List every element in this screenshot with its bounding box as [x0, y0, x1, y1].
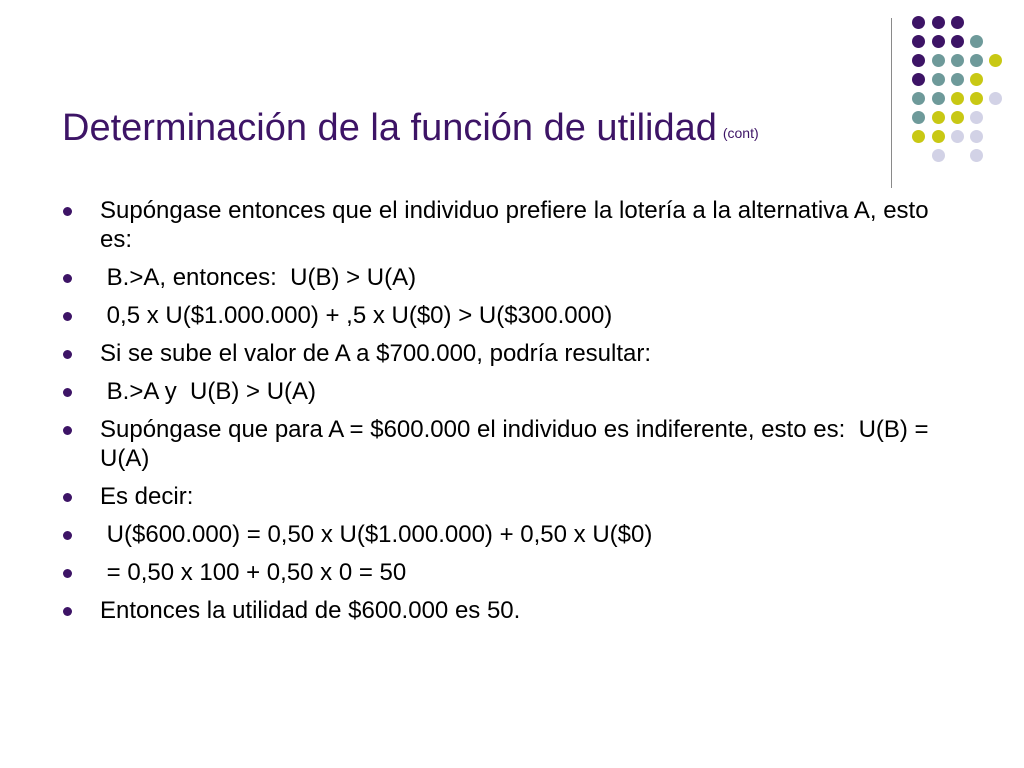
bullet-text: = 0,50 x 100 + 0,50 x 0 = 50 [100, 559, 407, 586]
bullet-text: 0,5 x U($1.000.000) + ,5 x U($0) > U($300.000) [100, 302, 613, 329]
slide-title [62, 104, 882, 157]
decorative-dot [970, 130, 983, 143]
decorative-dot [951, 92, 964, 105]
bullet-item [62, 263, 942, 292]
decorative-dot [932, 111, 945, 124]
bullet-item [62, 196, 942, 254]
decorative-dot [932, 73, 945, 86]
decorative-dot [912, 16, 925, 29]
decorative-dot [951, 54, 964, 67]
bullet-marker-icon [63, 388, 72, 397]
decorative-dot [912, 130, 925, 143]
decorative-dot [951, 16, 964, 29]
bullet-marker-icon [63, 607, 72, 616]
bullet-text: U($600.000) = 0,50 x U($1.000.000) + 0,50 x U($0) [100, 521, 653, 548]
bullet-marker-icon [63, 350, 72, 359]
bullet-item [62, 520, 942, 549]
decorative-dot [912, 35, 925, 48]
bullet-list [62, 196, 942, 634]
decorative-dot [912, 92, 925, 105]
slide-title-text: Determinación de la función de utilidad [62, 107, 717, 149]
decorative-dot [970, 73, 983, 86]
bullet-marker-icon [63, 569, 72, 578]
bullet-item [62, 415, 942, 473]
bullet-marker-icon [63, 274, 72, 283]
bullet-item [62, 596, 942, 625]
decorative-dot [932, 16, 945, 29]
bullet-marker-icon [63, 207, 72, 216]
decorative-dot [932, 54, 945, 67]
bullet-marker-icon [63, 493, 72, 502]
decorative-dot [912, 54, 925, 67]
bullet-item [62, 339, 942, 368]
bullet-text: B.>A y U(B) > U(A) [100, 378, 317, 405]
decorative-dot [932, 149, 945, 162]
decorative-dot [932, 92, 945, 105]
bullet-text: Es decir: [100, 483, 194, 510]
decorative-dot [989, 92, 1002, 105]
decorative-dot [951, 73, 964, 86]
decorative-dot [970, 92, 983, 105]
decorative-dot [932, 35, 945, 48]
bullet-item [62, 482, 942, 511]
decorative-dot [970, 35, 983, 48]
bullet-item [62, 301, 942, 330]
bullet-text: Supóngase que para A = $600.000 el individuo es indiferente, esto es: U(B) = U(A) [100, 416, 936, 472]
bullet-marker-icon [63, 531, 72, 540]
decorative-dot [912, 111, 925, 124]
decorative-dot [951, 35, 964, 48]
bullet-item [62, 558, 942, 587]
vertical-divider [891, 18, 892, 188]
bullet-text: Si se sube el valor de A a $700.000, podría resultar: [100, 340, 652, 367]
decorative-dot [951, 130, 964, 143]
bullet-marker-icon [63, 312, 72, 321]
decorative-dot [912, 73, 925, 86]
decorative-dot [932, 130, 945, 143]
bullet-text: Supóngase entonces que el individuo prefiere la lotería a la alternativa A, esto es: [100, 197, 936, 253]
decorative-dot [970, 149, 983, 162]
bullet-text: Entonces la utilidad de $600.000 es 50. [100, 597, 521, 624]
decorative-dot [970, 111, 983, 124]
bullet-text: B.>A, entonces: U(B) > U(A) [100, 264, 417, 291]
bullet-item [62, 377, 942, 406]
slide-title-suffix: (cont) [722, 125, 759, 141]
decorative-dot [970, 54, 983, 67]
bullet-marker-icon [63, 426, 72, 435]
decorative-dot [989, 54, 1002, 67]
decorative-dot [951, 111, 964, 124]
